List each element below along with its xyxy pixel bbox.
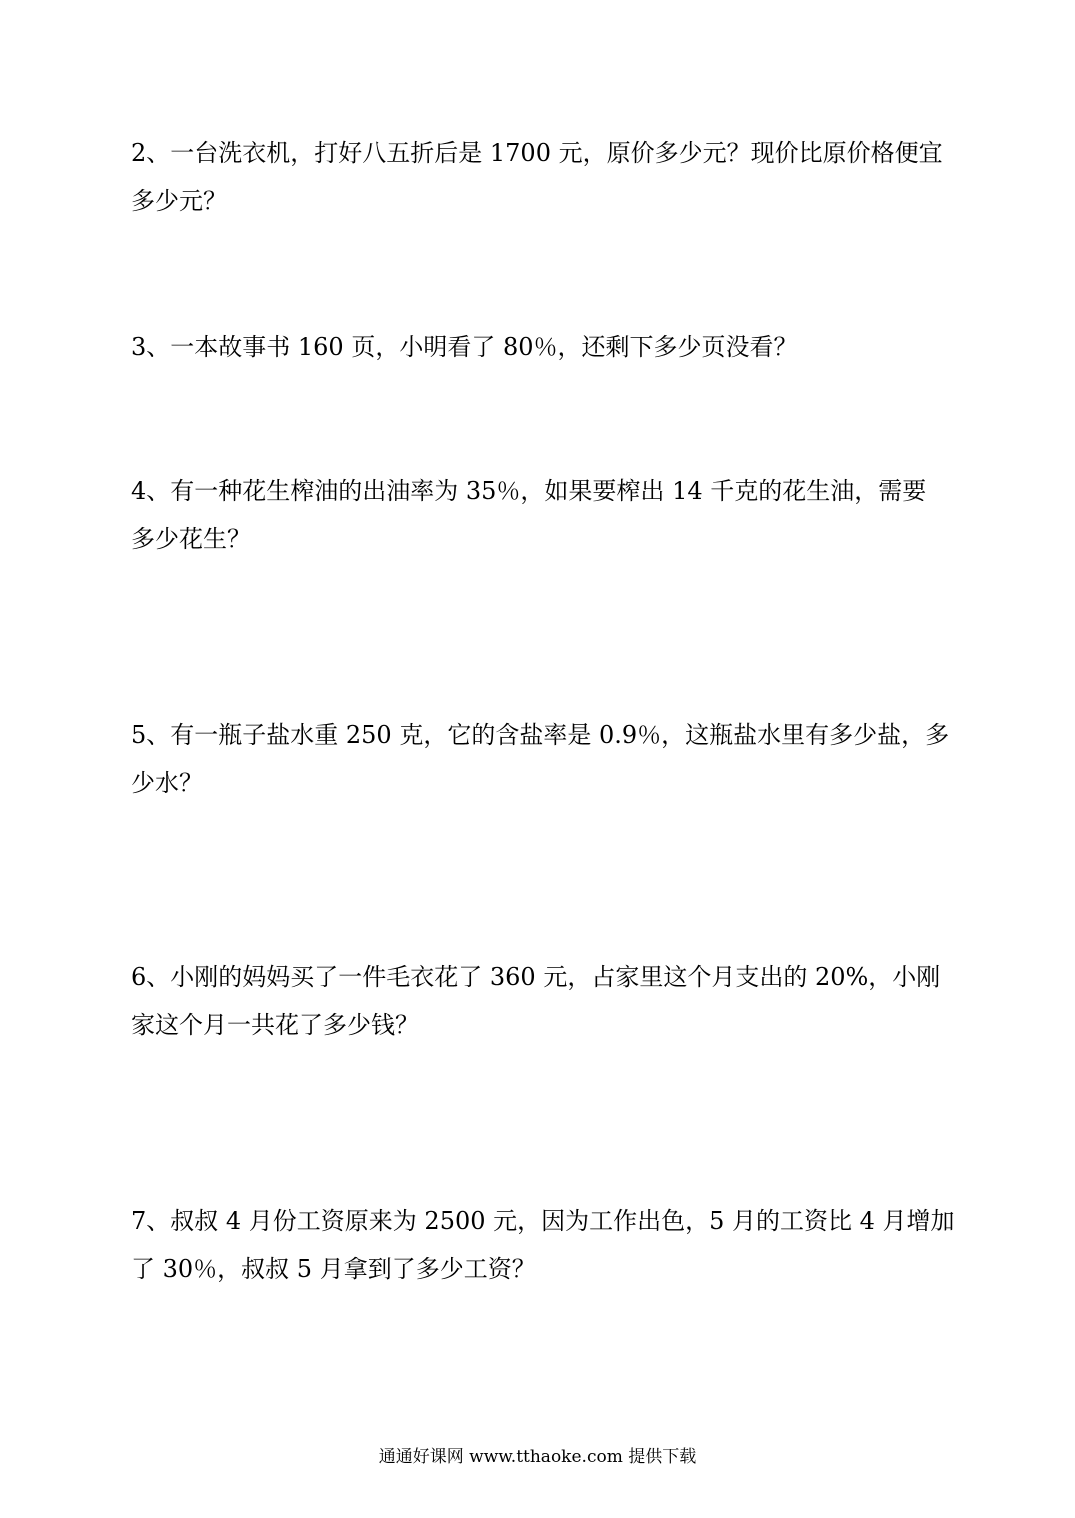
question-7-line-2: 了 30％，叔叔 5 月拿到了多少工资？ [131,1255,536,1283]
question-7-line-1: 7、叔叔 4 月份工资原来为 2500 元，因为工作出色，5 月的工资比 4 月增加 [131,1207,955,1235]
question-2 [131,129,946,225]
footer-credit: 通通好课网 www.tthaoke.com 提供下载 [378,1447,697,1467]
question-3 [131,323,946,371]
question-6-line-2: 家这个月一共花了多少钱？ [131,1011,419,1039]
question-5-line-2: 少水？ [131,769,203,797]
question-2-line-1: 2、一台洗衣机，打好八五折后是 1700 元，原价多少元？现价比原价格便宜 [131,139,943,167]
question-6 [131,953,946,1049]
question-4 [131,467,946,563]
question-7 [131,1197,955,1293]
question-4-line-1: 4、有一种花生榨油的出油率为 35％，如果要榨出 14 千克的花生油，需要 [131,477,927,505]
question-4-line-2: 多少花生？ [131,525,251,553]
question-5 [131,711,950,807]
question-6-line-1: 6、小刚的妈妈买了一件毛衣花了 360 元，占家里这个月支出的 20%，小刚 [131,963,941,991]
question-3-line-1: 3、一本故事书 160 页，小明看了 80％，还剩下多少页没看？ [131,333,798,361]
question-5-line-1: 5、有一瓶子盐水重 250 克，它的含盐率是 0.9％，这瓶盐水里有多少盐，多 [131,721,950,749]
question-2-line-2: 多少元？ [131,187,227,215]
